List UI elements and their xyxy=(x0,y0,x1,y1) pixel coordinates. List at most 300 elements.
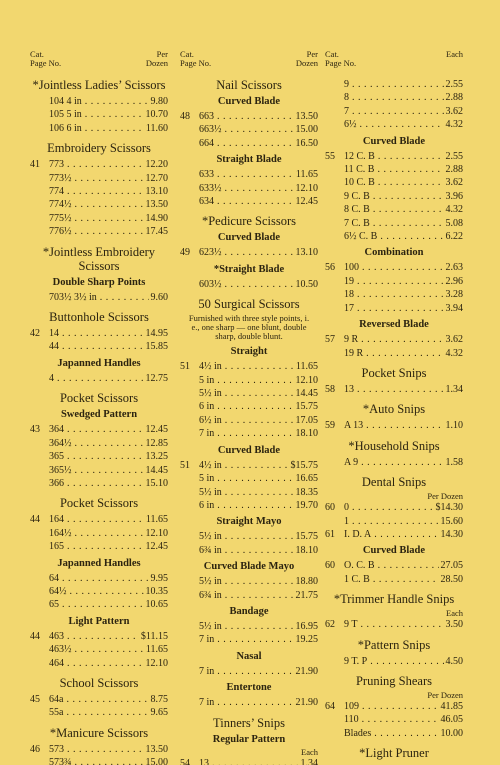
price-row xyxy=(180,278,318,291)
item-number: 634 . . . xyxy=(196,195,294,208)
item-price: 15.85 xyxy=(145,341,168,353)
price-row xyxy=(30,572,168,585)
item-price: 3.94 xyxy=(445,302,463,314)
section-title: Buttonhole Scissors xyxy=(49,310,149,325)
item-price: 13.25 xyxy=(145,451,168,463)
item-number: 6¾ in . . . xyxy=(196,544,294,557)
item-price: 18.35 xyxy=(295,486,318,498)
item-price: 16.50 xyxy=(295,137,318,149)
item-number: 0 . . . xyxy=(341,501,434,514)
catalog-page-number: 61 xyxy=(325,528,335,540)
item-price: 13.10 xyxy=(145,186,168,198)
item-price: 9.80 xyxy=(150,96,168,107)
catalog-page-number: 51 xyxy=(180,459,190,471)
item-price: 10.00 xyxy=(440,727,463,739)
item-number: 8 . . . xyxy=(341,91,444,104)
price-row xyxy=(30,630,168,643)
product-section xyxy=(30,310,168,385)
header-right xyxy=(446,50,463,68)
item-price: 19.25 xyxy=(295,634,318,646)
item-number: O. C. B . . . xyxy=(341,559,439,572)
item-number: 773 . . . xyxy=(46,158,144,171)
section-title: School Scissors xyxy=(59,675,139,690)
price-row xyxy=(180,486,318,499)
item-price: 15.75 xyxy=(295,401,318,413)
item-number: 5½ in . . . xyxy=(196,620,294,633)
price-row xyxy=(325,118,463,131)
price-row xyxy=(180,414,318,427)
item-price: 12.75 xyxy=(145,372,168,384)
item-number: 464 . . . xyxy=(46,657,144,670)
item-price: 15.00 xyxy=(145,757,168,765)
item-price: 16.65 xyxy=(295,473,318,485)
price-row xyxy=(30,693,168,706)
header-label: Cat. xyxy=(180,49,194,59)
header-left xyxy=(30,50,61,68)
item-number: 104 4 in . . . xyxy=(46,95,149,108)
item-number: 14 . . . xyxy=(46,327,144,340)
price-row xyxy=(30,327,168,340)
item-number: 7 in . . . xyxy=(196,633,294,646)
price-row xyxy=(180,665,318,678)
price-row xyxy=(180,544,318,557)
item-price: 6.22 xyxy=(445,231,463,243)
item-price: 3.62 xyxy=(445,105,463,117)
price-row xyxy=(30,706,168,719)
section-title: *Manicure Scissors xyxy=(49,725,149,740)
item-number: I. D. A . . . xyxy=(341,528,439,541)
header-label: Page No. xyxy=(30,58,62,68)
item-price: 21.90 xyxy=(295,697,318,709)
item-price: 12.10 xyxy=(295,182,318,194)
catalog-page-number: 45 xyxy=(30,693,40,705)
section-title: Pocket Scissors xyxy=(59,391,139,406)
header-right xyxy=(296,50,318,68)
product-section xyxy=(30,245,168,304)
header-label: Page No. xyxy=(325,58,357,68)
item-number: 463½ . . . xyxy=(46,643,144,656)
price-row xyxy=(325,528,463,541)
item-price: 12.10 xyxy=(295,374,318,386)
item-number: 9 R . . . xyxy=(341,333,444,346)
price-row xyxy=(30,423,168,436)
product-section xyxy=(325,439,463,469)
item-number: 165 . . . xyxy=(46,540,144,553)
price-row xyxy=(30,657,168,670)
product-section xyxy=(180,716,318,765)
section-title: *Auto Snips xyxy=(362,402,426,417)
price-unit: Each xyxy=(301,746,318,757)
item-price: 16.95 xyxy=(295,620,318,632)
price-row xyxy=(30,340,168,353)
product-section xyxy=(325,475,463,586)
product-section xyxy=(180,214,318,291)
price-row xyxy=(325,288,463,301)
item-price: 9.60 xyxy=(150,291,168,303)
price-row xyxy=(180,499,318,512)
product-section xyxy=(30,496,168,670)
item-number: 776½ . . . xyxy=(46,225,144,238)
price-row xyxy=(30,185,168,198)
item-price: 46.05 xyxy=(440,714,463,726)
item-price: 8.75 xyxy=(150,693,168,705)
subheading: Bandage xyxy=(229,605,269,617)
price-row xyxy=(180,168,318,181)
price-unit: Per Dozen xyxy=(427,689,463,700)
item-number: 17 . . . xyxy=(341,302,444,315)
item-price: 13.50 xyxy=(145,743,168,755)
price-row xyxy=(325,105,463,118)
subheading: Combination xyxy=(364,247,424,259)
item-number: 9 T . . . xyxy=(341,618,444,631)
item-number: 365½ . . . xyxy=(46,464,144,477)
section-title: *Pedicure Scissors xyxy=(201,214,297,229)
section-title: Embroidery Scissors xyxy=(47,141,151,156)
item-number: 633½ . . . xyxy=(196,182,294,195)
item-number: 11 C. B . . . xyxy=(341,163,444,176)
price-row xyxy=(180,633,318,646)
item-price: 10.65 xyxy=(145,599,168,611)
price-row xyxy=(325,230,463,243)
price-row xyxy=(325,419,463,432)
subheading: Japanned Handles xyxy=(57,357,141,369)
product-section xyxy=(325,746,463,765)
item-price: 3.96 xyxy=(445,190,463,202)
item-number: 603½ . . . xyxy=(196,278,294,291)
price-row xyxy=(325,700,463,713)
item-number: 1 . . . xyxy=(341,515,439,528)
subheading: Regular Pattern xyxy=(212,733,286,745)
item-number: 7 in . . . xyxy=(196,696,294,709)
section-title: Pruning Shears xyxy=(355,673,433,688)
item-price: 12.45 xyxy=(145,541,168,553)
item-number: 18 . . . xyxy=(341,288,444,301)
price-row xyxy=(325,559,463,572)
price-row xyxy=(30,527,168,540)
item-price: 14.45 xyxy=(295,388,318,400)
catalog-page-number: 55 xyxy=(325,150,335,162)
price-row xyxy=(180,374,318,387)
subheading: Curved Blade xyxy=(217,444,281,456)
price-row xyxy=(325,78,463,91)
price-row xyxy=(180,472,318,485)
item-number: 663½ . . . xyxy=(196,123,294,136)
item-price: 13.10 xyxy=(295,247,318,259)
item-price: 3.62 xyxy=(445,334,463,346)
price-row xyxy=(30,198,168,211)
catalog-page-number: 42 xyxy=(30,328,40,340)
price-row xyxy=(325,713,463,726)
price-row xyxy=(180,387,318,400)
item-number: 5 in . . . xyxy=(196,472,294,485)
item-price: 1.58 xyxy=(445,456,463,468)
item-number: 6¾ in . . . xyxy=(196,589,294,602)
item-price: 4.32 xyxy=(445,347,463,359)
section-title: Pocket Snips xyxy=(361,365,427,380)
item-number: 9 T. P . . . xyxy=(341,655,444,668)
item-number: 106 6 in . . . xyxy=(46,122,144,135)
item-number: 7 . . . xyxy=(341,105,444,118)
item-number: 4 . . . xyxy=(46,372,144,385)
item-number: 6½ in . . . xyxy=(196,414,294,427)
subheading: *Straight Blade xyxy=(213,263,285,275)
item-price: 21.75 xyxy=(295,589,318,601)
subheading: Reversed Blade xyxy=(359,319,429,331)
item-price: 9.65 xyxy=(150,707,168,719)
subheading: Curved Blade xyxy=(362,135,426,147)
column-header xyxy=(30,50,168,68)
price-row xyxy=(180,360,318,373)
product-section xyxy=(30,391,168,490)
header-left xyxy=(325,50,356,68)
item-number: 55a . . . xyxy=(46,706,149,719)
item-price: 3.50 xyxy=(445,619,463,631)
item-number: 44 . . . xyxy=(46,340,144,353)
item-price: $14.30 xyxy=(435,502,463,514)
item-price: 19.70 xyxy=(295,499,318,511)
item-price: 4.32 xyxy=(445,119,463,131)
item-number: 13 . . . xyxy=(341,383,444,396)
item-number: 623½ . . . xyxy=(196,246,294,259)
header-label: Dozen xyxy=(145,58,168,68)
section-title: *Household Snips xyxy=(348,438,440,453)
price-row xyxy=(180,137,318,150)
price-row xyxy=(325,163,463,176)
price-row xyxy=(30,585,168,598)
price-row xyxy=(30,743,168,756)
header-label: Each xyxy=(446,49,463,59)
item-price: 11.60 xyxy=(145,122,168,134)
item-price: 12.70 xyxy=(145,172,168,184)
item-number: A 13 . . . xyxy=(341,419,444,432)
price-row xyxy=(180,620,318,633)
item-price: $15.75 xyxy=(290,459,318,471)
subheading: Curved Blade xyxy=(217,232,281,244)
section-title: *Pattern Snips xyxy=(357,637,431,652)
column-1 xyxy=(30,50,168,765)
header-label: Cat. xyxy=(325,49,339,59)
section-note: Furnished with three style points, i. e., one sharp — one blunt, double sharp, double blunt. xyxy=(188,313,310,342)
item-number: 109 . . . xyxy=(341,700,439,713)
catalog-page-number: 58 xyxy=(325,383,335,395)
item-price: 15.00 xyxy=(295,124,318,136)
header-label: Dozen xyxy=(295,58,318,68)
catalog-page-number: 46 xyxy=(30,743,40,755)
item-price: 41.85 xyxy=(440,700,463,712)
product-section xyxy=(30,676,168,720)
price-row xyxy=(30,108,168,121)
product-section xyxy=(325,78,463,360)
item-number: 5½ in . . . xyxy=(196,530,294,543)
header-label: Per xyxy=(306,49,318,59)
item-price: 17.05 xyxy=(295,414,318,426)
subheading: Straight Mayo xyxy=(216,516,282,528)
header-label: Cat. xyxy=(30,49,44,59)
catalog-page-number: 64 xyxy=(325,700,335,712)
item-number: 10 C. B . . . xyxy=(341,176,444,189)
item-number: 8 C. B . . . xyxy=(341,203,444,216)
price-row xyxy=(325,302,463,315)
price-row xyxy=(30,225,168,238)
price-row xyxy=(180,123,318,136)
item-price: 10.35 xyxy=(145,585,168,597)
item-number: 9 C. B . . . xyxy=(341,190,444,203)
item-number: 775½ . . . xyxy=(46,212,144,225)
subheading: Nasal xyxy=(236,650,262,662)
price-unit: Per Dozen xyxy=(427,491,463,502)
item-number: 774½ . . . xyxy=(46,198,144,211)
item-number: 364 . . . xyxy=(46,423,144,436)
catalog-page-number: 44 xyxy=(30,514,40,526)
catalog-page-number: 59 xyxy=(325,420,335,432)
price-row xyxy=(180,246,318,259)
price-row xyxy=(180,575,318,588)
item-number: 663 . . . xyxy=(196,110,294,123)
section-title: *Trimmer Handle Snips xyxy=(333,592,455,607)
price-row xyxy=(325,176,463,189)
item-price: 18.10 xyxy=(295,428,318,440)
catalog-page-number: 56 xyxy=(325,262,335,274)
header-right xyxy=(146,50,168,68)
column-2 xyxy=(180,50,318,765)
catalog-page-number: 43 xyxy=(30,424,40,436)
column-header xyxy=(180,50,318,68)
item-number: 164 . . . xyxy=(46,513,144,526)
item-price: 12.10 xyxy=(145,657,168,669)
subheading: Straight xyxy=(230,346,268,358)
item-number: 573 . . . xyxy=(46,743,144,756)
product-section xyxy=(325,674,463,740)
item-number: 6 in . . . xyxy=(196,499,294,512)
item-price: 3.28 xyxy=(445,289,463,301)
subheading: Entertone xyxy=(226,682,272,694)
item-number: 64a . . . xyxy=(46,693,149,706)
price-row xyxy=(325,275,463,288)
item-number: 9 . . . xyxy=(341,78,444,91)
catalog-page-number: 54 xyxy=(180,757,190,765)
item-number: 633 . . . xyxy=(196,168,294,181)
item-price: 28.50 xyxy=(440,573,463,585)
price-row xyxy=(30,212,168,225)
item-price: 14.45 xyxy=(145,464,168,476)
subheading: Curved Blade xyxy=(217,96,281,107)
item-number: 573¾ . . . xyxy=(46,756,144,765)
subheading: Straight Blade xyxy=(216,154,282,166)
item-price: 11.65 xyxy=(295,169,318,181)
item-number: 365 . . . xyxy=(46,450,144,463)
item-price: 2.96 xyxy=(445,275,463,287)
price-row xyxy=(30,95,168,108)
price-row xyxy=(325,150,463,163)
price-row xyxy=(325,217,463,230)
item-price: 13.50 xyxy=(295,111,318,122)
price-row xyxy=(30,158,168,171)
item-number: 664 . . . xyxy=(196,137,294,150)
item-price: 15.75 xyxy=(295,531,318,543)
item-price: 12.20 xyxy=(145,159,168,171)
item-price: 13.50 xyxy=(145,199,168,211)
item-price: $11.15 xyxy=(140,630,168,642)
item-price: 12.45 xyxy=(295,196,318,208)
price-row xyxy=(30,172,168,185)
product-section xyxy=(30,726,168,765)
item-number: 64 . . . xyxy=(46,572,149,585)
item-number: 364½ . . . xyxy=(46,437,144,450)
item-price: 14.90 xyxy=(145,212,168,224)
subheading: Double Sharp Points xyxy=(52,276,146,288)
price-row xyxy=(180,427,318,440)
item-number: 5½ in . . . xyxy=(196,387,294,400)
price-row xyxy=(325,456,463,469)
item-number: A 9 . . . xyxy=(341,456,444,469)
subheading: Curved Blade Mayo xyxy=(203,561,295,573)
price-row xyxy=(325,573,463,586)
subheading: Japanned Handles xyxy=(57,557,141,569)
price-row xyxy=(180,589,318,602)
price-row xyxy=(30,756,168,765)
price-row xyxy=(325,727,463,740)
item-price: 2.55 xyxy=(445,79,463,90)
item-price: 18.80 xyxy=(295,576,318,588)
item-price: 1.34 xyxy=(445,383,463,395)
item-price: 10.50 xyxy=(295,278,318,290)
price-row xyxy=(180,195,318,208)
price-row xyxy=(325,261,463,274)
price-row xyxy=(180,110,318,123)
item-price: 27.05 xyxy=(440,560,463,572)
item-price: 17.45 xyxy=(145,226,168,238)
catalog-page-number: 60 xyxy=(325,560,335,572)
price-row xyxy=(180,182,318,195)
catalog-page-number: 60 xyxy=(325,502,335,514)
item-price: 14.95 xyxy=(145,328,168,340)
item-number: 13 . . . xyxy=(196,757,299,765)
section-title: *Jointless Embroidery Scissors xyxy=(42,244,156,273)
item-number: 774 . . . xyxy=(46,185,144,198)
section-title: 50 Surgical Scissors xyxy=(198,297,300,312)
item-number: 7 in . . . xyxy=(196,427,294,440)
item-price: 11.65 xyxy=(145,644,168,656)
price-row xyxy=(325,203,463,216)
item-price: 9.95 xyxy=(150,572,168,584)
item-price: 11.65 xyxy=(145,514,168,526)
item-number: 100 . . . xyxy=(341,261,444,274)
price-row xyxy=(325,91,463,104)
item-price: 2.88 xyxy=(445,164,463,176)
price-row xyxy=(325,655,463,668)
column-header xyxy=(325,50,463,68)
item-number: 5 in . . . xyxy=(196,374,294,387)
item-number: 5½ in . . . xyxy=(196,575,294,588)
item-number: 4½ in . . . xyxy=(196,360,294,373)
item-price: 5.08 xyxy=(445,217,463,229)
item-price: 21.90 xyxy=(295,665,318,677)
item-number: 64½ . . . xyxy=(46,585,144,598)
item-price: 12.10 xyxy=(145,527,168,539)
price-row xyxy=(30,450,168,463)
item-price: 1.10 xyxy=(445,420,463,432)
item-number: 463 . . . xyxy=(46,630,139,643)
price-row xyxy=(325,347,463,360)
subheading: Curved Blade xyxy=(362,545,426,557)
catalog-page-number: 48 xyxy=(180,111,190,122)
product-section xyxy=(325,592,463,631)
price-row xyxy=(180,696,318,709)
price-row xyxy=(180,400,318,413)
section-title: Pocket Scissors xyxy=(59,496,139,511)
price-unit: Each xyxy=(446,608,463,619)
column-3 xyxy=(325,50,463,765)
